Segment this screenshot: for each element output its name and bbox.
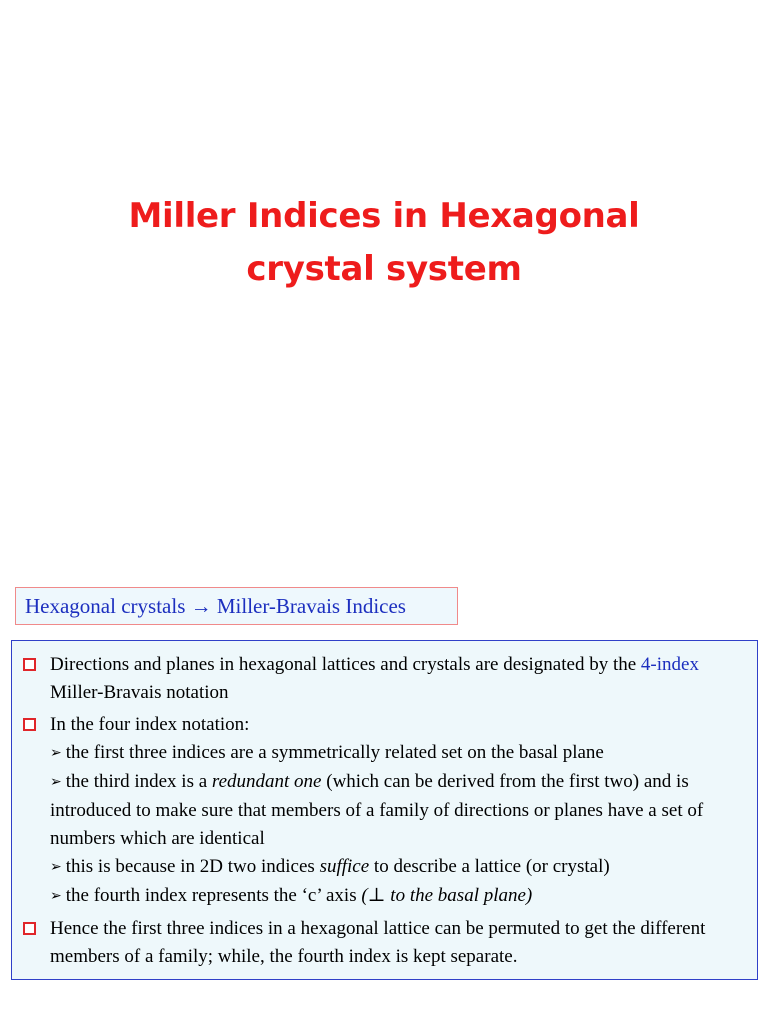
- arrowhead-bullet-icon: ➢: [50, 774, 62, 790]
- arrowhead-bullet-icon: ➢: [50, 745, 62, 761]
- bullet-item-2: [12, 711, 757, 911]
- sub-bullet-2-italic: redundant one: [211, 771, 322, 792]
- content-box: [11, 640, 758, 980]
- bullet-1-text-b: Miller-Bravais notation: [50, 682, 229, 703]
- sub-bullet-4-text-a: the fourth index represents the ‘c’ axis: [65, 885, 362, 906]
- sub-bullet-3-text-b: to describe a lattice (or crystal): [369, 856, 610, 877]
- sub-bullet-3-text-a: this is because in 2D two indices: [65, 856, 320, 877]
- section-heading-box: [15, 587, 458, 625]
- arrowhead-bullet-icon: ➢: [50, 888, 62, 904]
- sub-bullet-2: [50, 768, 743, 853]
- sub-bullet-1: [50, 739, 743, 768]
- sub-bullet-2-text-a: the third index is a: [65, 771, 212, 792]
- sub-bullet-1-text: the first three indices are a symmetrically related set on the basal plane: [65, 742, 604, 763]
- slide-title: [0, 190, 768, 295]
- sub-bullet-4-italic: (⊥ to the basal plane): [361, 885, 533, 906]
- sub-bullet-4: [50, 882, 743, 911]
- hollow-square-bullet-icon: [23, 658, 36, 671]
- arrowhead-bullet-icon: ➢: [50, 859, 62, 875]
- bullet-1-highlight: 4-index: [640, 654, 699, 675]
- hollow-square-bullet-icon: [23, 718, 36, 731]
- hollow-square-bullet-icon: [23, 922, 36, 935]
- bullet-3-text: Hence the first three indices in a hexagonal lattice can be permuted to get the different members of a family; while, the fourth index is kept separate.: [50, 918, 706, 967]
- bullet-2-text: In the four index notation:: [50, 714, 250, 735]
- section-heading-text: Hexagonal crystals → Miller-Bravais Indices: [25, 594, 406, 618]
- slide-title-line-2: crystal system: [246, 248, 522, 289]
- sub-bullet-3-italic: suffice: [319, 856, 370, 877]
- slide-title-line-1: Miller Indices in Hexagonal: [128, 196, 640, 236]
- bullet-item-1: [12, 651, 757, 707]
- bullet-1-text-a: Directions and planes in hexagonal lattices and crystals are designated by the: [50, 654, 641, 675]
- sub-bullet-3: [50, 853, 743, 882]
- bullet-item-3: [12, 915, 757, 971]
- sub-bullet-2-text-b: (which can be derived from the first two) and is introduced to make sure that members of a family of directions or planes have a set of numbers which are identical: [50, 771, 704, 849]
